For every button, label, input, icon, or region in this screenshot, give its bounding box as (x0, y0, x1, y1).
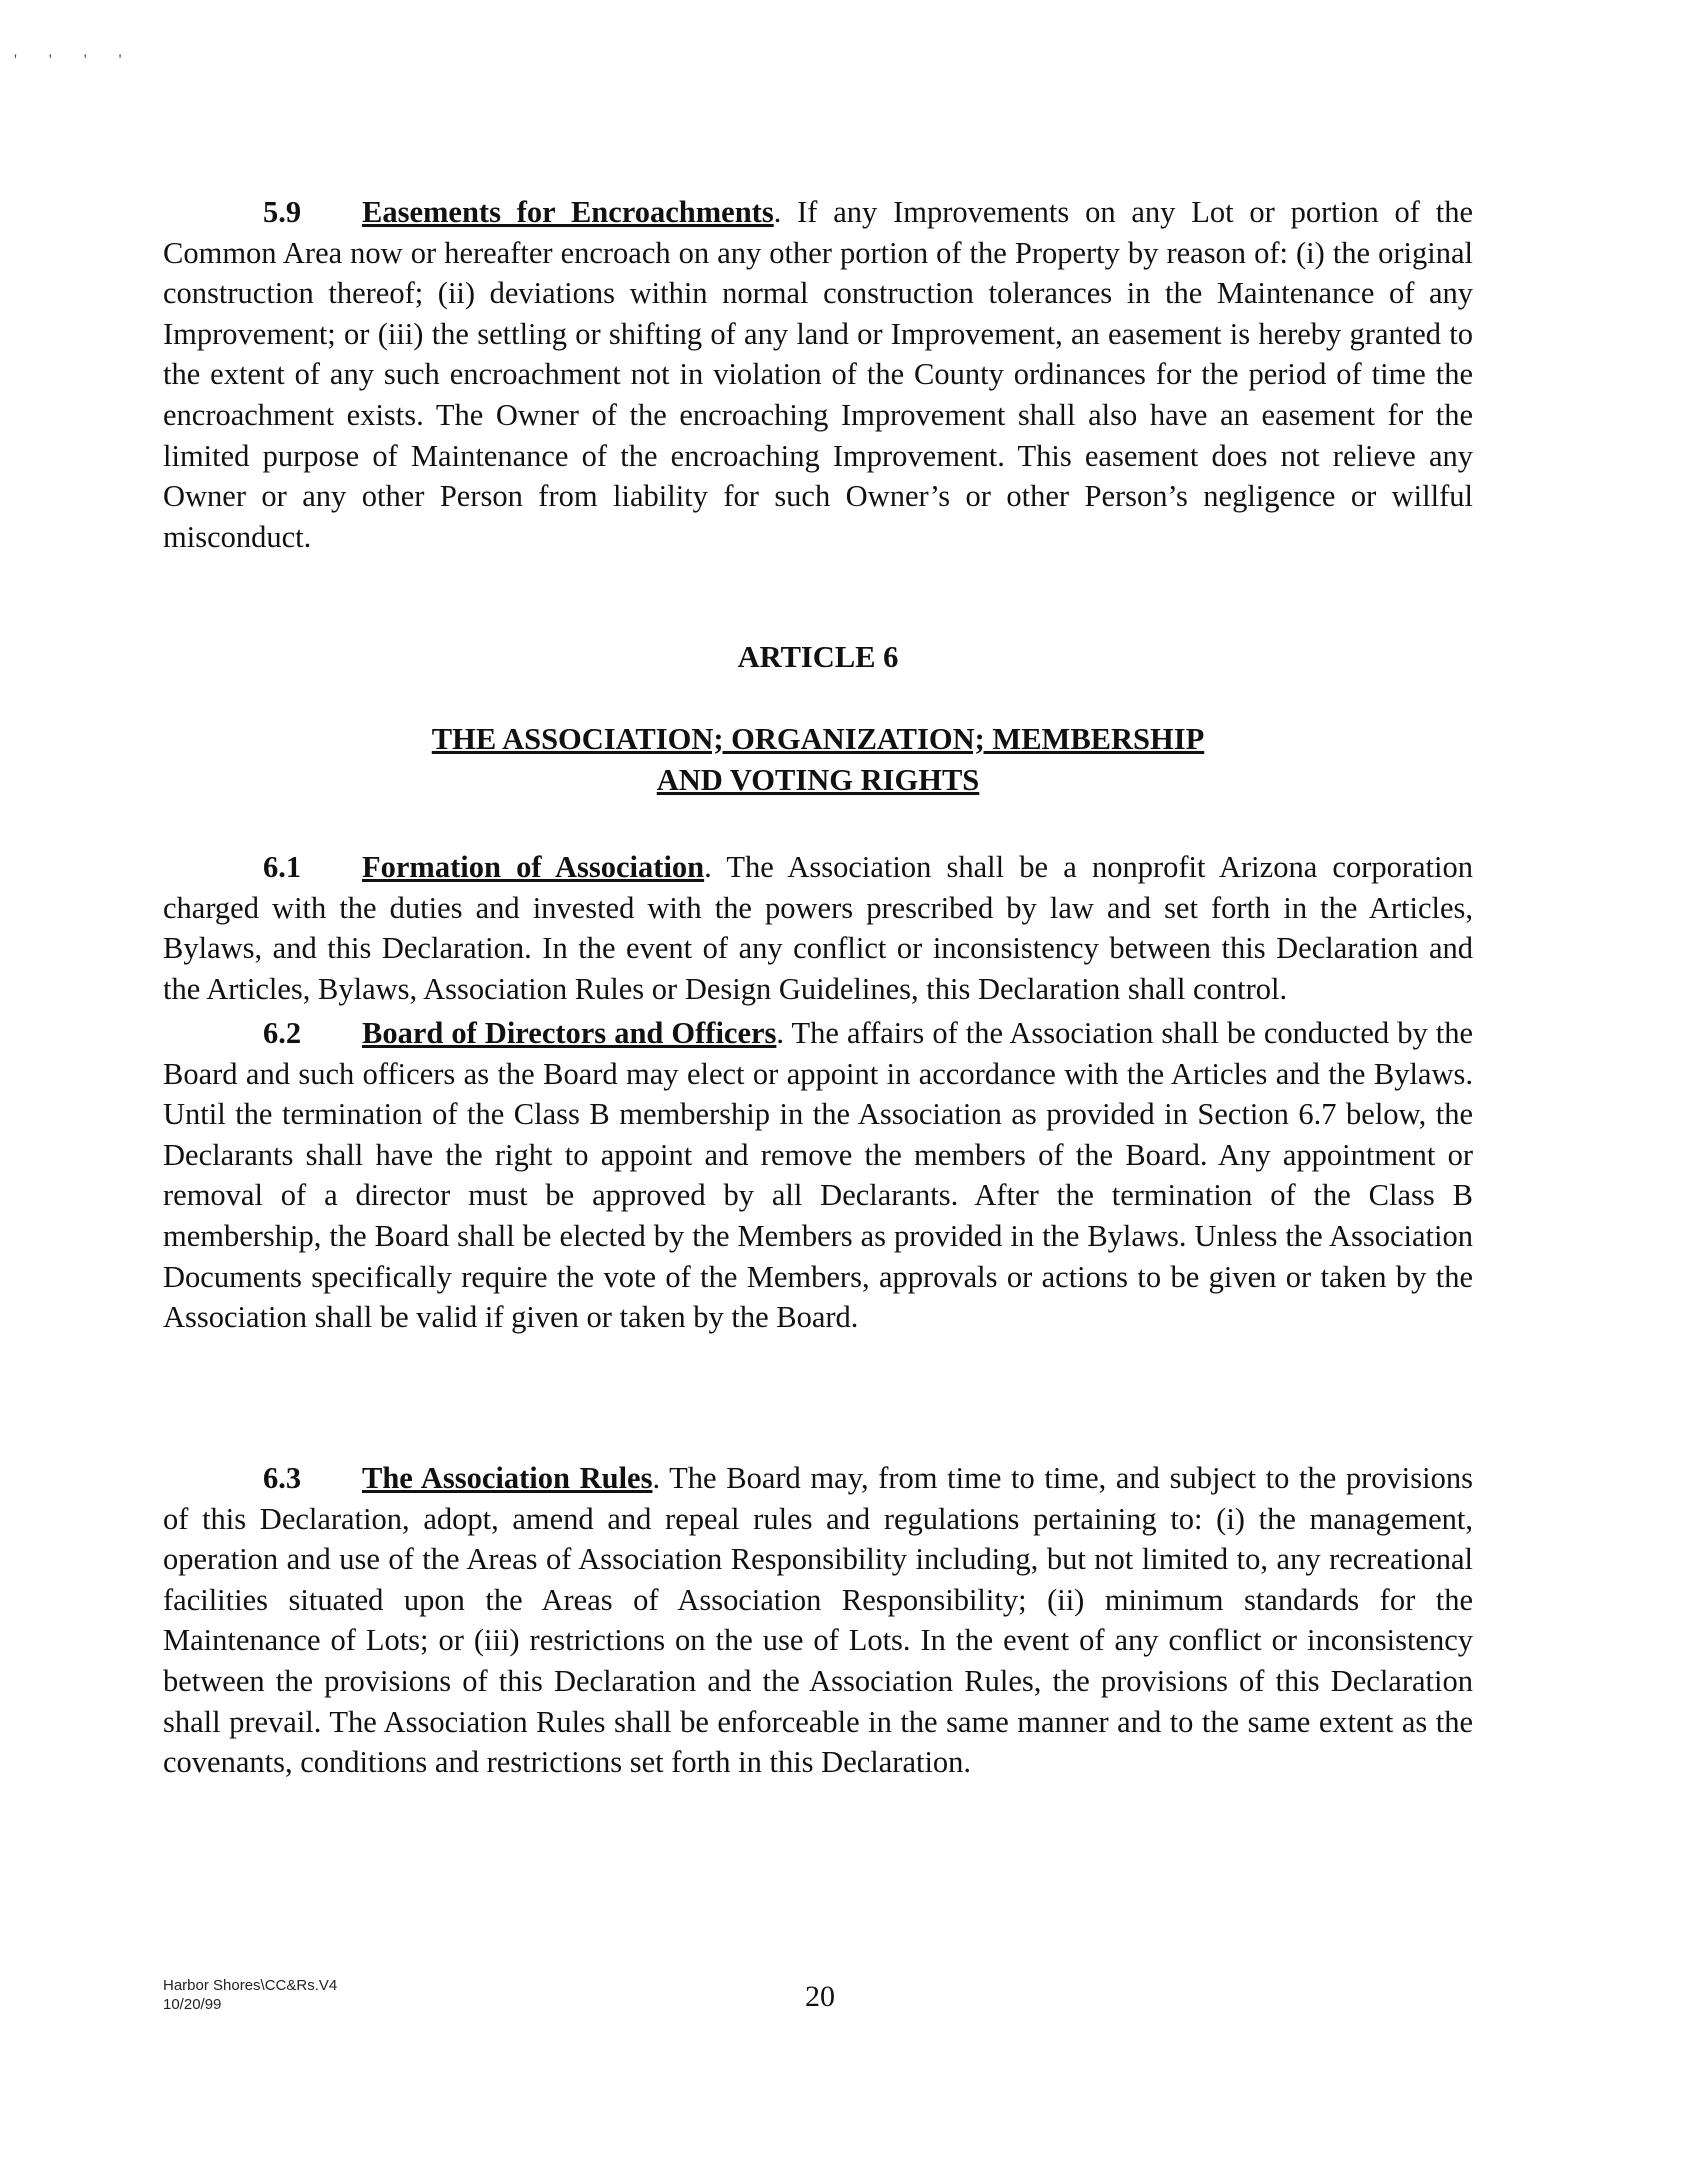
section-number: 6.2 (263, 1016, 302, 1050)
section-6-3 (163, 1458, 1473, 1783)
section-title: Board of Directors and Officers (362, 1016, 777, 1050)
section-number: 6.1 (263, 850, 302, 884)
footer-file-path: Harbor Shores\CC&Rs.V4 (163, 1977, 338, 1994)
article-label: ARTICLE 6 (737, 640, 899, 674)
section-5-9 (163, 192, 1473, 557)
section-6-2 (163, 1013, 1473, 1338)
section-number: 5.9 (263, 195, 302, 229)
scan-marks: ' ' ' ' (14, 52, 136, 69)
footer-date: 10/20/99 (163, 1996, 222, 2013)
section-body: . The Board may, from time to time, and subject to the provisions of this Declaration, adopt, amend and repeal rules and regulations pertaining to: (i) the management, operation and use of the Areas of Association Responsibility including, but not limited to, any recreational facilities situated upon the Areas of Association Responsibility; (ii) minimum standards for the Maintenance of Lots; or (iii) restrictions on the use of Lots. In the event of any conflict or inconsistency between the provisions of this Declaration and the Association Rules, the provisions of this Declaration shall prevail. The Association Rules shall be enforceable in the same manner and to the same extent as the covenants, conditions and restrictions set forth in this Declaration. (163, 1461, 1473, 1780)
article-title (163, 719, 1473, 800)
section-title: Easements for Encroachments (362, 195, 774, 229)
section-number: 6.3 (263, 1461, 302, 1495)
section-title: Formation of Association (362, 850, 705, 884)
section-body: . The affairs of the Association shall be conducted by the Board and such officers as the Board may elect or appoint in accordance with the Articles and the Bylaws. Until the termination of the Class B membership in the Association as provided in Section 6.7 below, the Declarants shall have the right to appoint and remove the members of the Board. Any appointment or removal of a director must be approved by all Declarants. After the termination of the Class B membership, the Board shall be elected by the Members as provided in the Bylaws. Unless the Association Documents specifically require the vote of the Members, approvals or actions to be given or taken by the Association shall be valid if given or taken by the Board. (163, 1016, 1473, 1335)
section-body: . The Association shall be a nonprofit Arizona corporation charged with the duties and invested with the powers prescribed by law and set forth in the Articles, Bylaws, and this Declaration. In the event of any conflict or inconsistency between this Declaration and the Articles, Bylaws, Association Rules or Design Guidelines, this Declaration shall control. (163, 850, 1473, 1006)
section-body: . If any Improvements on any Lot or portion of the Common Area now or hereafter encroach on any other portion of the Property by reason of: (i) the original construction thereof; (ii) deviations within normal construction tolerances in the Maintenance of any Improvement; or (iii) the settling or shifting of any land or Improvement, an easement is hereby granted to the extent of any such encroachment not in violation of the County ordinances for the period of time the encroachment exists. The Owner of the encroaching Improvement shall also have an easement for the limited purpose of Maintenance of the encroaching Improvement. This easement does not relieve any Owner or any other Person from liability for such Owner’s or other Person’s negligence or willful misconduct. (163, 195, 1473, 554)
article-title-line-1: THE ASSOCIATION; ORGANIZATION; MEMBERSHIP (431, 722, 1205, 756)
section-title: The Association Rules (362, 1461, 653, 1495)
article-title-line-2: AND VOTING RIGHTS (656, 762, 980, 797)
page-number: 20 (805, 1980, 835, 2013)
section-6-1 (163, 847, 1473, 1009)
